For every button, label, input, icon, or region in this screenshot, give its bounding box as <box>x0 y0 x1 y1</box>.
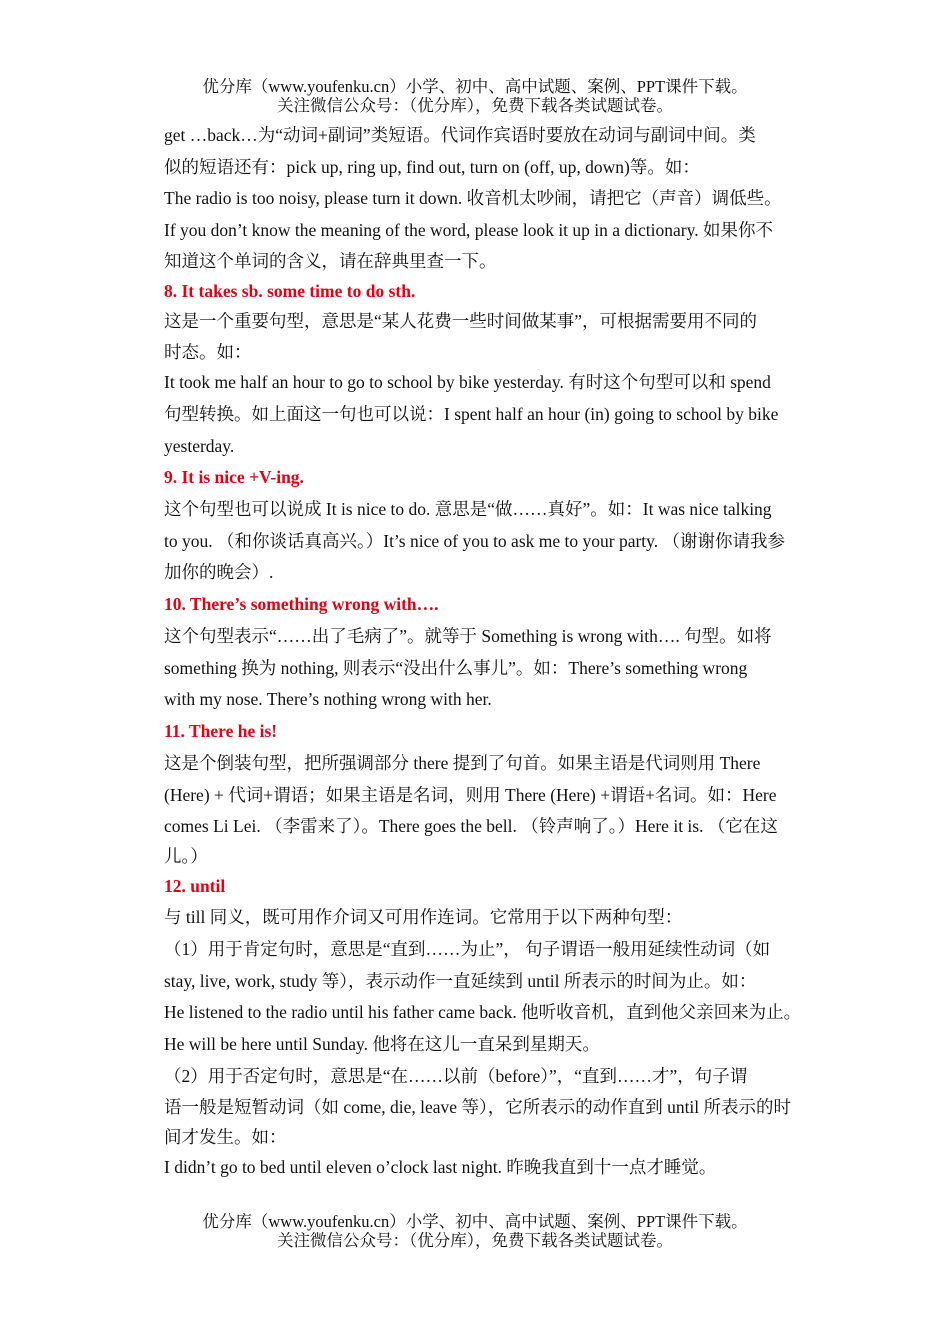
body-line: If you don’t know the meaning of the word, please look it up in a dictionary. 如果你不 <box>164 220 773 240</box>
page-header <box>0 77 950 115</box>
body-line: He will be here until Sunday. 他将在这儿一直呆到星期天。 <box>164 1034 600 1054</box>
body-line: I didn’t go to bed until eleven o’clock last night. 昨晚我直到十一点才睡觉。 <box>164 1157 717 1177</box>
body-line: 句型转换。如上面这一句也可以说：I spent half an hour (in) going to school by bike <box>164 404 779 424</box>
body-line: 语一般是短暂动词（如 come, die, leave 等），它所表示的动作直到 until 所表示的时 <box>164 1097 792 1117</box>
header-line-1: 优分库（www.youfenku.cn）小学、初中、高中试题、案例、PPT课件下载。 <box>202 77 748 96</box>
body-line: He listened to the radio until his father came back. 他听收音机，直到他父亲回来为止。 <box>164 1002 802 1022</box>
body-line: to you. （和你谈话真高兴。）It’s nice of you to ask me to your party. （谢谢你请我参 <box>164 531 786 551</box>
body-line: （2）用于否定句时，意思是“在……以前（before）”，“直到……才”，句子谓 <box>164 1066 748 1086</box>
footer-line-1: 优分库（www.youfenku.cn）小学、初中、高中试题、案例、PPT课件下载。 <box>202 1212 748 1231</box>
footer-line-2: 关注微信公众号：（优分库），免费下载各类试题试卷。 <box>277 1231 673 1250</box>
body-line: The radio is too noisy, please turn it down. 收音机太吵闹，请把它（声音）调低些。 <box>164 188 782 208</box>
body-line: 加你的晚会）. <box>164 562 274 582</box>
body-line: 这个句型也可以说成 It is nice to do. 意思是“做……真好”。如：It was nice talking <box>164 499 772 519</box>
body-line: yesterday. <box>164 436 235 456</box>
body-line: 儿。） <box>164 846 208 866</box>
header-line-2: 关注微信公众号：（优分库），免费下载各类试题试卷。 <box>277 96 673 115</box>
body-line: 知道这个单词的含义，请在辞典里查一下。 <box>164 251 497 271</box>
body-line: (Here) + 代词+谓语；如果主语是名词，则用 There (Here) +谓语+名词。如：Here <box>164 785 777 805</box>
body-line: 这个句型表示“……出了毛病了”。就等于 Something is wrong with…. 句型。如将 <box>164 626 772 646</box>
body-line: something 换为 nothing, 则表示“没出什么事儿”。如：There’s something wrong <box>164 658 748 678</box>
section-heading: 9. It is nice +V-ing. <box>164 467 304 487</box>
body-line: 这是个倒装句型，把所强调部分 there 提到了句首。如果主语是代词则用 There <box>164 753 761 773</box>
body-line: with my nose. There’s nothing wrong with her. <box>164 689 492 709</box>
body-line: 间才发生。如： <box>164 1127 287 1147</box>
section-heading: 10. There’s something wrong with…. <box>164 594 439 614</box>
section-heading: 8. It takes sb. some time to do sth. <box>164 281 416 301</box>
body-line: 似的短语还有：pick up, ring up, find out, turn on (off, up, down)等。如： <box>164 157 700 177</box>
body-line: It took me half an hour to go to school by bike yesterday. 有时这个句型可以和 spend <box>164 372 771 392</box>
section-heading: 11. There he is! <box>164 721 278 741</box>
body-line: comes Li Lei. （李雷来了）。There goes the bell. （铃声响了。）Here it is. （它在这 <box>164 816 778 836</box>
page-footer <box>0 1212 950 1250</box>
body-line: get …back…为“动词+副词”类短语。代词作宾语时要放在动词与副词中间。类 <box>164 125 756 145</box>
section-heading: 12. until <box>164 876 226 896</box>
body-line: （1）用于肯定句时，意思是“直到……为止”， 句子谓语一般用延续性动词（如 <box>164 939 771 959</box>
body-line: 这是一个重要句型，意思是“某人花费一些时间做某事”，可根据需要用不同的 <box>164 311 758 331</box>
body-line: stay, live, work, study 等），表示动作一直延续到 until 所表示的时间为止。如： <box>164 971 757 991</box>
body-line: 与 till 同义，既可用作介词又可用作连词。它常用于以下两种句型： <box>164 907 683 927</box>
body-line: 时态。如： <box>164 342 252 362</box>
